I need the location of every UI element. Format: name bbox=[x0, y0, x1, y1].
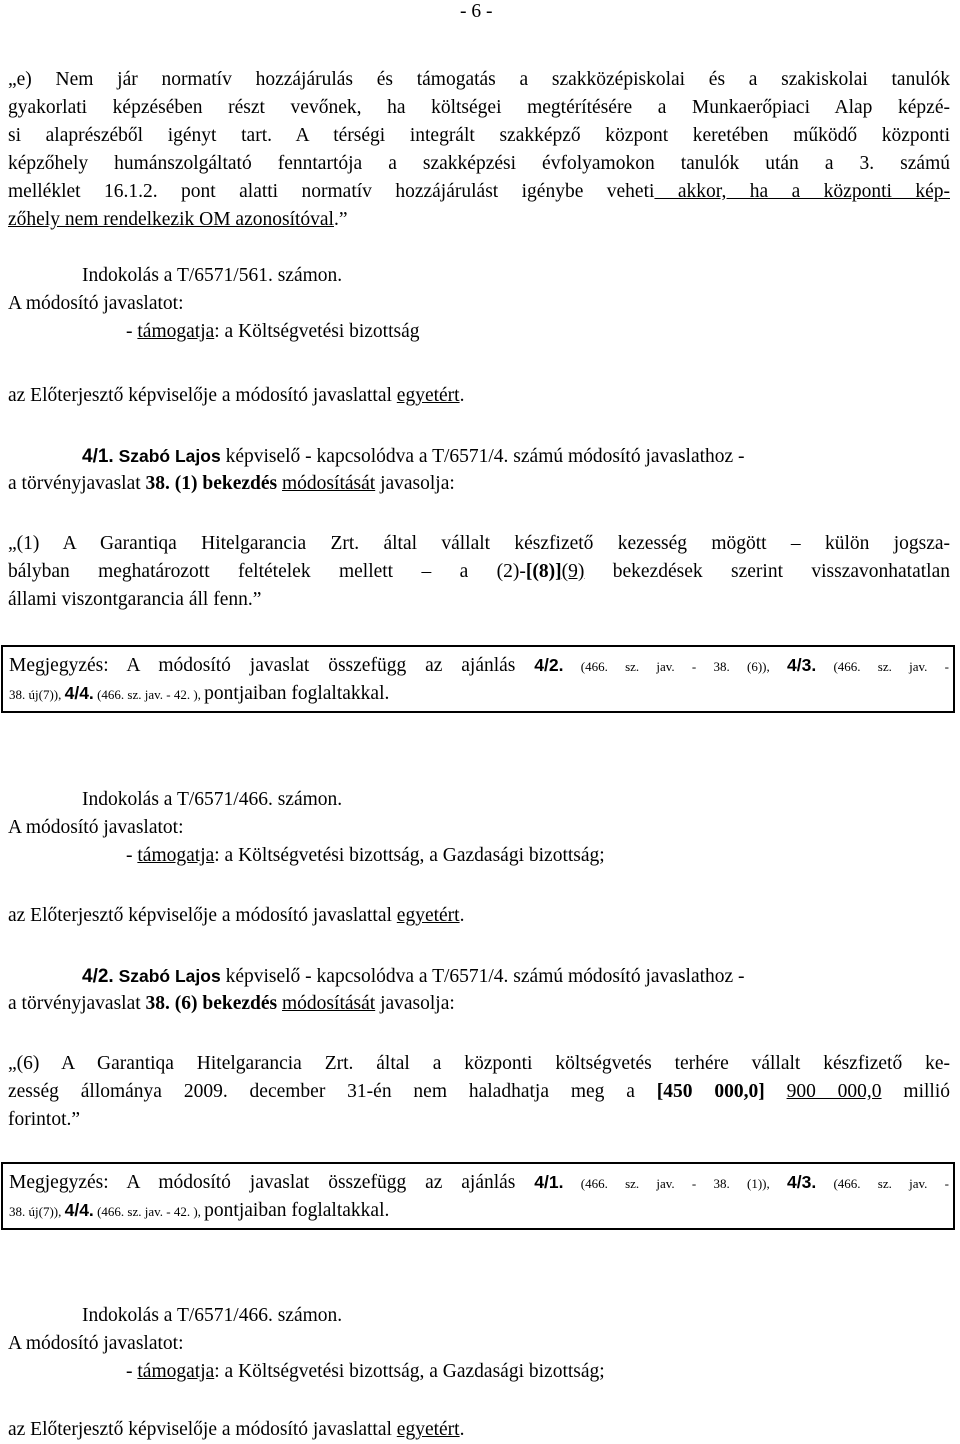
amendment-header-text: képviselő - kapcsolódva a T/6571/4. számú módosító javaslathoz - bbox=[220, 446, 745, 467]
committee-list: : a Költségvetési bizottság bbox=[214, 321, 420, 342]
quote-line-1: „(1) A Garantiqa Hitelgarancia Zrt. által vállalt készfizető kezesség mögött – külön jogsza- bbox=[8, 533, 950, 554]
note-line-2 bbox=[9, 679, 389, 709]
indokolas-line: Indokolás a T/6571/466. számon. bbox=[82, 789, 343, 810]
quote-line-2 bbox=[8, 1078, 950, 1106]
representative-name: Szabó Lajos bbox=[118, 446, 221, 466]
tamogatja-label: támogatja bbox=[137, 1361, 215, 1382]
target-section: 38. (1) bekezdés bbox=[145, 473, 278, 494]
ref-detail: (466. sz. jav. - 42. ), bbox=[93, 1204, 205, 1219]
amendment-header-text: képviselő - kapcsolódva a T/6571/4. számú módosító javaslathoz - bbox=[220, 966, 745, 987]
ref-4-4: 4/4. bbox=[64, 1200, 94, 1220]
space bbox=[765, 1081, 787, 1102]
para-e-line-3: si alaprészéből igényt tart. A térségi integrált szakképző központ keretében működő központi bbox=[8, 125, 950, 146]
para-e-line-2: gyakorlati képzésében részt vevőnek, ha költségei megtérítésére a Munkaerőpiaci Alap képzé- bbox=[8, 97, 950, 118]
ref-4-4: 4/4. bbox=[64, 683, 94, 703]
ref-detail: (466. sz. jav. - bbox=[816, 1176, 949, 1191]
ref-detail: (466. sz. jav. - 42. ), bbox=[93, 687, 205, 702]
note-line-1 bbox=[9, 651, 949, 681]
modositasat-label: módosítását bbox=[282, 993, 376, 1014]
note-text: Megjegyzés: A módosító javaslat összefügg az ajánlás bbox=[9, 1172, 535, 1193]
target-text: a törvényjavaslat bbox=[8, 473, 146, 494]
quote-line-2 bbox=[8, 558, 950, 586]
amendment-number: 4/1. bbox=[82, 446, 114, 467]
note-line-1 bbox=[9, 1168, 949, 1198]
egyetert-label: egyetért bbox=[396, 385, 460, 406]
egyetert-label: egyetért bbox=[396, 905, 460, 926]
period: . bbox=[459, 905, 465, 926]
tamogatja-label: támogatja bbox=[137, 321, 215, 342]
amendment-target-line bbox=[8, 470, 455, 498]
support-line bbox=[126, 1358, 605, 1386]
para-e-line-5-text: melléklet 16.1.2. pont alatti normatív hozzájárulást igénybe veheti bbox=[8, 181, 655, 202]
presenter-line bbox=[8, 1416, 464, 1444]
modosito-javaslatot-label: A módosító javaslatot: bbox=[8, 293, 184, 314]
note-line-2 bbox=[9, 1196, 389, 1226]
ref-detail: (466. sz. jav. - 38. (6)), bbox=[563, 659, 788, 674]
note-box-1 bbox=[1, 645, 955, 713]
period: . bbox=[459, 385, 465, 406]
quote-line-1: „(6) A Garantiqa Hitelgarancia Zrt. által a központi költségvetés terhére vállalt készfizető ke- bbox=[8, 1053, 950, 1074]
presenter-text: az Előterjesztő képviselője a módosító javaslattal bbox=[8, 385, 397, 406]
dash: - bbox=[126, 321, 138, 342]
target-text: a törvényjavaslat bbox=[8, 993, 146, 1014]
javasolja-text: javasolja: bbox=[375, 473, 455, 494]
period: . bbox=[459, 1419, 465, 1440]
para-e-line-6 bbox=[8, 206, 348, 234]
target-section: 38. (6) bekezdés bbox=[145, 993, 278, 1014]
ref-detail: (466. sz. jav. - 38. (1)), bbox=[563, 1176, 788, 1191]
deleted-text: [450 000,0] bbox=[656, 1081, 765, 1102]
amendment-header bbox=[82, 442, 745, 471]
note-text: Megjegyzés: A módosító javaslat összefügg az ajánlás bbox=[9, 655, 535, 676]
inserted-text: 900 000,0 bbox=[786, 1081, 882, 1102]
modositasat-label: módosítását bbox=[282, 473, 376, 494]
ref-4-3: 4/3. bbox=[787, 655, 817, 675]
amendment-target-line bbox=[8, 990, 455, 1018]
amendment-header bbox=[82, 962, 745, 991]
quote-line-3: állami viszontgarancia áll fenn.” bbox=[8, 589, 262, 610]
para-e-closing-quote: .” bbox=[333, 209, 348, 230]
para-e-inserted-text: akkor, ha a központi kép- bbox=[654, 181, 950, 202]
deleted-text: [(8)] bbox=[525, 561, 562, 582]
committee-list: : a Költségvetési bizottság, a Gazdasági bizottság; bbox=[214, 1361, 605, 1382]
para-e-line-4: képzőhely humánszolgáltató fenntartója a szakképzési évfolyamokon tanulók után a 3. számú bbox=[8, 153, 950, 174]
page-number: - 6 - bbox=[460, 1, 493, 22]
dash: - bbox=[126, 1361, 138, 1382]
quote-text-end: millió bbox=[881, 1081, 951, 1102]
egyetert-label: egyetért bbox=[396, 1419, 460, 1440]
indokolas-line: Indokolás a T/6571/561. számon. bbox=[82, 265, 343, 286]
dash: - bbox=[126, 845, 138, 866]
ref-4-2: 4/2. bbox=[534, 655, 564, 675]
ref-detail: 38. új(7)), bbox=[9, 1204, 65, 1219]
javasolja-text: javasolja: bbox=[375, 993, 455, 1014]
indokolas-line: Indokolás a T/6571/466. számon. bbox=[82, 1305, 343, 1326]
ref-4-3: 4/3. bbox=[787, 1172, 817, 1192]
quote-line-3: forintot.” bbox=[8, 1109, 81, 1130]
inserted-text: (9) bbox=[561, 561, 585, 582]
support-line bbox=[126, 318, 420, 346]
modosito-javaslatot-label: A módosító javaslatot: bbox=[8, 1333, 184, 1354]
para-e-line-1: „e) Nem jár normatív hozzájárulás és támogatás a szakközépiskolai és a szakiskolai tanulók bbox=[8, 69, 950, 90]
support-line bbox=[126, 842, 605, 870]
tamogatja-label: támogatja bbox=[137, 845, 215, 866]
modosito-javaslatot-label: A módosító javaslatot: bbox=[8, 817, 184, 838]
note-end-text: pontjaiban foglaltakkal. bbox=[204, 1200, 390, 1221]
quote-text: bályban meghatározott feltételek mellett – a (2)- bbox=[8, 561, 526, 582]
ref-detail: (466. sz. jav. - bbox=[816, 659, 949, 674]
presenter-text: az Előterjesztő képviselője a módosító javaslattal bbox=[8, 1419, 397, 1440]
quote-text-end: bekezdések szerint visszavonhatatlan bbox=[584, 561, 950, 582]
amendment-number: 4/2. bbox=[82, 966, 114, 987]
para-e-line-5 bbox=[8, 178, 950, 206]
presenter-text: az Előterjesztő képviselője a módosító javaslattal bbox=[8, 905, 397, 926]
ref-detail: 38. új(7)), bbox=[9, 687, 65, 702]
presenter-line bbox=[8, 902, 464, 930]
quote-text: zesség állománya 2009. december 31-én nem haladhatja meg a bbox=[8, 1081, 657, 1102]
para-e-inserted-text-end: zőhely nem rendelkezik OM azonosítóval bbox=[8, 209, 334, 230]
committee-list: : a Költségvetési bizottság, a Gazdasági bizottság; bbox=[214, 845, 605, 866]
note-end-text: pontjaiban foglaltakkal. bbox=[204, 683, 390, 704]
ref-4-1: 4/1. bbox=[534, 1172, 564, 1192]
representative-name: Szabó Lajos bbox=[118, 966, 221, 986]
presenter-line bbox=[8, 382, 464, 410]
note-box-2 bbox=[1, 1162, 955, 1230]
